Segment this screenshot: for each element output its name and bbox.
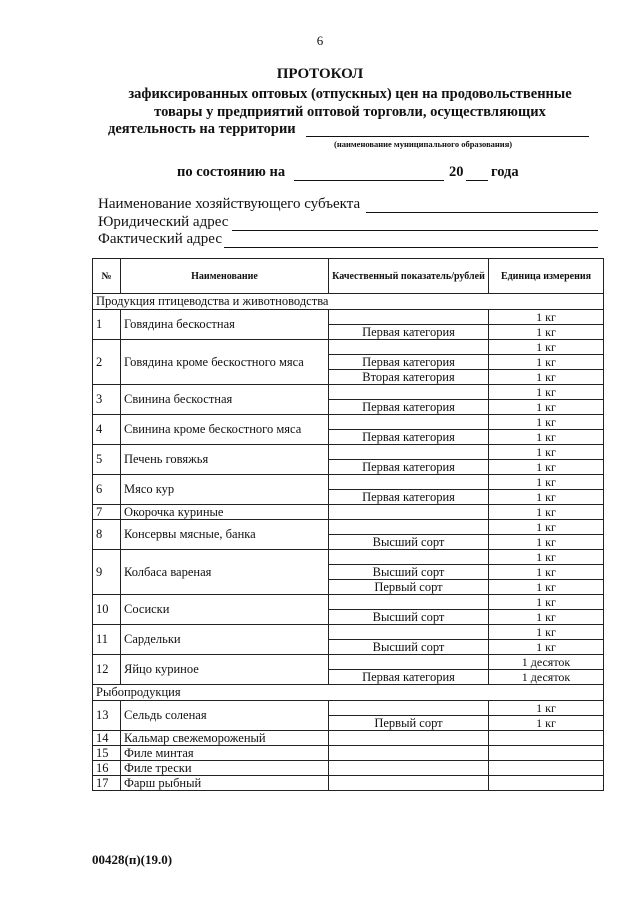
entity-name-label: Наименование хозяйствующего субъекта [98,196,361,212]
section-row [93,294,604,310]
item-name: Фарш рыбный [121,775,329,790]
subtitle-line-1: зафиксированных оптовых (отпускных) цен на продовольственные [128,86,572,102]
table-row [93,745,604,760]
quality-cell[interactable]: Высший сорт [329,639,489,654]
item-number: 14 [93,730,121,745]
item-number: 11 [93,624,121,654]
quality-cell[interactable]: Первая категория [329,459,489,474]
table-row [93,414,604,429]
table-row [93,624,604,639]
unit-cell: 1 кг [489,414,604,429]
table-row [93,384,604,399]
table-row [93,504,604,519]
quality-cell[interactable]: Первая категория [329,489,489,504]
quality-cell[interactable] [329,730,489,745]
item-name: Свинина кроме бескостного мяса [121,414,329,444]
item-name: Говядина кроме бескостного мяса [121,339,329,384]
section-title: Продукция птицеводства и животноводства [93,294,604,310]
quality-cell[interactable]: Высший сорт [329,564,489,579]
item-name: Филе минтая [121,745,329,760]
header-quality: Качественный показатель/рублей [329,259,489,294]
unit-cell: 1 кг [489,354,604,369]
quality-cell[interactable] [329,444,489,459]
item-number: 2 [93,339,121,384]
unit-cell: 1 кг [489,384,604,399]
unit-cell: 1 кг [489,579,604,594]
actual-address-label: Фактический адрес [98,231,222,247]
item-number: 5 [93,444,121,474]
unit-cell: 1 кг [489,519,604,534]
unit-cell [489,760,604,775]
page-title: ПРОТОКОЛ [276,66,364,82]
item-number: 10 [93,594,121,624]
subtitle-line-3: деятельность на территории [108,121,296,137]
unit-cell: 1 кг [489,339,604,354]
quality-cell[interactable] [329,414,489,429]
unit-cell: 1 кг [489,444,604,459]
quality-cell[interactable]: Первая категория [329,354,489,369]
legal-address-label: Юридический адрес [98,214,229,230]
unit-cell [489,745,604,760]
table-row [93,654,604,669]
unit-cell: 1 кг [489,715,604,730]
quality-cell[interactable]: Вторая категория [329,369,489,384]
quality-cell[interactable]: Первый сорт [329,579,489,594]
unit-cell: 1 кг [489,474,604,489]
table-row [93,519,604,534]
as-of-label: по состоянию на [177,164,286,180]
item-number: 4 [93,414,121,444]
table-row [93,760,604,775]
table-row [93,730,604,745]
quality-cell[interactable] [329,519,489,534]
quality-cell[interactable]: Первая категория [329,429,489,444]
table-row [93,549,604,564]
quality-cell[interactable] [329,760,489,775]
quality-cell[interactable] [329,549,489,564]
quality-cell[interactable] [329,745,489,760]
unit-cell: 1 десяток [489,669,604,684]
table-row [93,444,604,459]
item-number: 16 [93,760,121,775]
item-number: 1 [93,309,121,339]
unit-cell: 1 кг [489,564,604,579]
unit-cell: 1 кг [489,594,604,609]
unit-cell: 1 кг [489,549,604,564]
quality-cell[interactable]: Первая категория [329,669,489,684]
item-name: Мясо кур [121,474,329,504]
item-number: 15 [93,745,121,760]
quality-cell[interactable] [329,504,489,519]
table-row [93,775,604,790]
section-title: Рыбопродукция [93,684,604,700]
item-name: Сардельки [121,624,329,654]
page-number: 6 [316,33,324,48]
price-table [92,258,604,791]
subtitle-line-2: товары у предприятий оптовой торговли, осуществляющих [154,104,546,120]
item-name: Печень говяжья [121,444,329,474]
entity-name-field-line[interactable] [366,212,598,213]
item-name: Сосиски [121,594,329,624]
quality-cell[interactable] [329,339,489,354]
quality-cell[interactable] [329,309,489,324]
legal-address-field-line[interactable] [232,230,598,231]
quality-cell[interactable]: Первый сорт [329,715,489,730]
table-row [93,594,604,609]
item-number: 13 [93,700,121,730]
item-name: Колбаса вареная [121,549,329,594]
quality-cell[interactable]: Высший сорт [329,534,489,549]
year-field-line[interactable] [466,180,488,181]
as-of-suffix: года [491,164,519,180]
unit-cell: 1 кг [489,399,604,414]
item-name: Консервы мясные, банка [121,519,329,549]
item-name: Свинина бескостная [121,384,329,414]
unit-cell [489,730,604,745]
table-row [93,339,604,354]
quality-cell[interactable] [329,700,489,715]
table-row [93,700,604,715]
section-row [93,684,604,700]
item-number: 6 [93,474,121,504]
unit-cell: 1 десяток [489,654,604,669]
table-row [93,309,604,324]
item-name: Говядина бескостная [121,309,329,339]
item-name: Яйцо куриное [121,654,329,684]
unit-cell [489,775,604,790]
as-of-year: 20 [449,164,464,180]
table-header-row [93,259,604,294]
unit-cell: 1 кг [489,309,604,324]
item-name: Сельдь соленая [121,700,329,730]
item-number: 8 [93,519,121,549]
item-number: 7 [93,504,121,519]
header-number: № [93,259,121,294]
item-number: 3 [93,384,121,414]
unit-cell: 1 кг [489,489,604,504]
quality-cell[interactable] [329,654,489,669]
table-row [93,474,604,489]
unit-cell: 1 кг [489,624,604,639]
quality-cell[interactable] [329,775,489,790]
header-unit: Единица измерения [489,259,604,294]
quality-cell[interactable]: Первая категория [329,399,489,414]
unit-cell: 1 кг [489,609,604,624]
item-name: Окорочка куриные [121,504,329,519]
quality-cell[interactable] [329,594,489,609]
unit-cell: 1 кг [489,639,604,654]
quality-cell[interactable] [329,624,489,639]
item-name: Филе трески [121,760,329,775]
item-number: 17 [93,775,121,790]
unit-cell: 1 кг [489,324,604,339]
item-number: 9 [93,549,121,594]
quality-cell[interactable] [329,474,489,489]
quality-cell[interactable]: Первая категория [329,324,489,339]
quality-cell[interactable] [329,384,489,399]
footer-code: 00428(п)(19.0) [92,852,173,867]
unit-cell: 1 кг [489,429,604,444]
municipality-caption: (наименование муниципального образования) [334,139,513,149]
item-number: 12 [93,654,121,684]
item-name: Кальмар свежемороженый [121,730,329,745]
municipality-field-line[interactable] [306,136,589,137]
unit-cell: 1 кг [489,504,604,519]
quality-cell[interactable]: Высший сорт [329,609,489,624]
date-field-line[interactable] [294,180,444,181]
unit-cell: 1 кг [489,369,604,384]
actual-address-field-line[interactable] [224,247,598,248]
unit-cell: 1 кг [489,700,604,715]
header-name: Наименование [121,259,329,294]
unit-cell: 1 кг [489,534,604,549]
unit-cell: 1 кг [489,459,604,474]
